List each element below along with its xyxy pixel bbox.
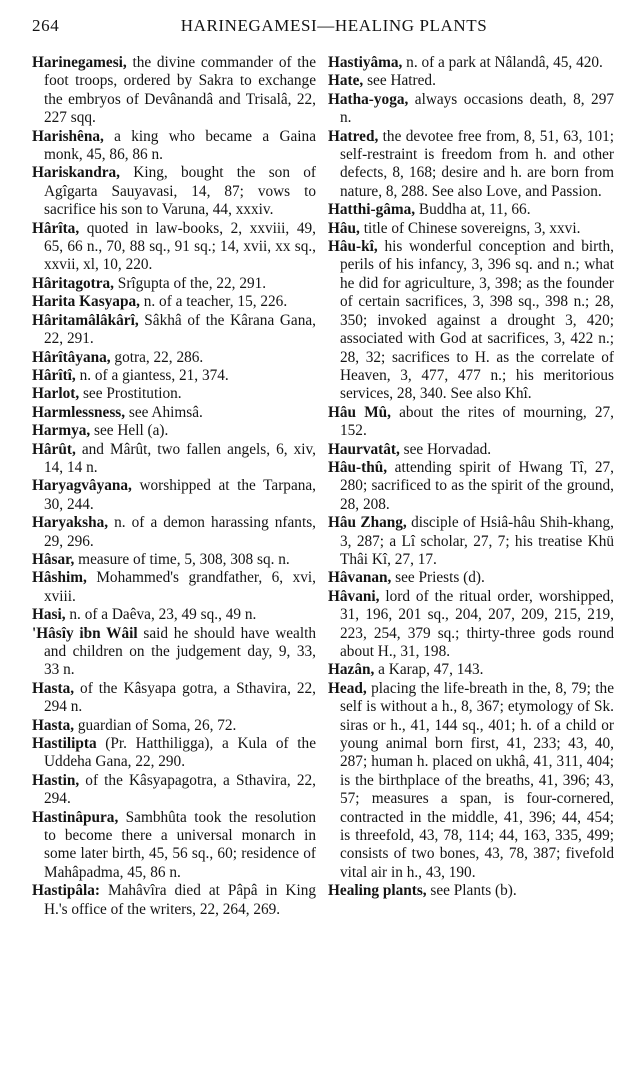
index-entry <box>32 312 316 349</box>
entry-headword: Hâu, <box>328 219 360 237</box>
entry-references: measure of time, 5, 308, 308 sq. n. <box>74 550 290 568</box>
index-entry <box>32 385 316 403</box>
page-number: 264 <box>32 16 60 35</box>
entry-headword: Hasta, <box>32 716 75 734</box>
entry-references: see Hell (a). <box>90 422 169 440</box>
entry-references: placing the life-breath in the, 8, 79; the self is without a h., 8, 367; etymology of Sk. siras or h., 41, 144 sq., 401; h. of a child or young animal born first, 41, 233; 43, 40, 287; human h. placed on ukhâ, 41, 311, 404; is the birthplace of the breaths, 41, 396; 43, 57; measures a span, is four-cornered, contracted in the middle, 41, 396; 44, 454; is threefold, 43, 78, 114; 44, 163, 335, 499; consists of two bones, 43, 78, 387; fivefold vital air in h., 43, 190. <box>340 679 614 881</box>
entry-headword: Head, <box>328 679 367 697</box>
entry-headword: Hariskandra, <box>32 164 120 182</box>
entry-headword: Haryaksha, <box>32 514 109 532</box>
index-entry <box>32 220 316 275</box>
index-entry <box>328 459 614 514</box>
entry-references: lord of the ritual order, worshipped, 31, 196, 201 sq., 204, 207, 209, 215, 219, 223, 254, 379 sq.; thirty-three gods round about H., 31, 198. <box>340 587 614 660</box>
index-entry <box>32 477 316 514</box>
index-entry <box>328 238 614 404</box>
entry-references: quoted in law-books, 2, xxviii, 49, 65, 66 n., 70, 88 sq., 91 sq.; 14, xvii, xx sq., xxvii, xl, 10, 220. <box>44 219 316 274</box>
entry-headword: Haurvatât, <box>328 440 400 458</box>
right-column <box>328 54 614 901</box>
entry-references: see Hatred. <box>363 72 436 90</box>
index-entry <box>32 680 316 717</box>
entry-references: n. of a demon harassing nfants, 29, 296. <box>44 514 316 550</box>
entry-references: see Plants (b). <box>426 882 517 900</box>
entry-headword: Hastiyâma, <box>328 54 403 71</box>
entry-headword: Hârût, <box>32 440 76 458</box>
entry-headword: Hârîtâyana, <box>32 348 111 366</box>
index-entry <box>328 128 614 202</box>
entry-headword: Hâu-thû, <box>328 458 388 476</box>
index-entry <box>32 349 316 367</box>
entry-references: Buddha at, 11, 66. <box>415 201 531 219</box>
index-entry <box>32 625 316 680</box>
entry-references: and Mârût, two fallen angels, 6, xiv, 14, 14 n. <box>44 440 316 476</box>
index-entry <box>328 882 614 900</box>
index-entry <box>32 717 316 735</box>
index-entry <box>32 772 316 809</box>
index-entry <box>328 441 614 459</box>
entry-headword: Harmya, <box>32 422 91 440</box>
entry-headword: Hâvanan, <box>328 569 392 587</box>
entry-headword: Hatthi-gâma, <box>328 201 416 219</box>
entry-headword: Hâvani, <box>328 587 380 605</box>
entry-references: of the Kâsyapa gotra, a Sthavira, 22, 294 n. <box>44 679 316 716</box>
index-entry <box>328 54 614 72</box>
entry-headword: Harita Kasyapa, <box>32 293 140 311</box>
index-entry <box>32 606 316 624</box>
entry-references: about the rites of mourning, 27, 152. <box>340 403 614 440</box>
entry-headword: Hazân, <box>328 661 375 679</box>
index-entry <box>328 680 614 882</box>
entry-references: n. of a Daêva, 23, 49 sq., 49 n. <box>65 606 257 624</box>
entry-references: n. of a teacher, 15, 226. <box>139 293 288 311</box>
entry-references: n. of a park at Nâlandâ, 45, 420. <box>402 54 603 71</box>
entry-references: gotra, 22, 286. <box>110 348 204 366</box>
index-entry <box>32 128 316 165</box>
entry-references: disciple of Hsiâ-hâu Shih-khang, 3, 287; a Lî scholar, 27, 7; his treatise Khü Thâi Kî, 27, 17. <box>340 514 614 568</box>
index-entry <box>32 735 316 772</box>
entry-references: always occasions death, 8, 297 n. <box>340 90 614 127</box>
running-title: HARIΝEGAMESI—HEALING PLANTS <box>180 16 488 35</box>
index-entry <box>32 809 316 883</box>
entry-headword: Hastin, <box>32 771 80 789</box>
entry-references: see Horvadad. <box>399 440 492 458</box>
index-entry <box>328 569 614 587</box>
entry-headword: Hâsar, <box>32 550 75 568</box>
index-entry <box>328 588 614 662</box>
index-entry <box>32 404 316 422</box>
index-entry <box>328 91 614 128</box>
index-entry <box>328 404 614 441</box>
index-entry <box>32 514 316 551</box>
index-entry <box>328 72 614 90</box>
index-entry <box>32 367 316 385</box>
index-entry <box>328 220 614 238</box>
index-entry <box>32 569 316 606</box>
entry-headword: Harlot, <box>32 385 80 403</box>
entry-headword: Hâu-kî, <box>328 238 378 256</box>
entry-headword: Hâu Mû, <box>328 403 391 421</box>
entry-headword: Hasi, <box>32 606 66 624</box>
entry-references: a Karap, 47, 143. <box>374 661 484 679</box>
entry-references: the divine commander of the foot troops, ordered by Sakra to exchange the embryos of Devânandâ and Trisalâ, 22, 227 sqq. <box>44 54 316 127</box>
entry-references: the devotee free from, 8, 51, 63, 101; self-restraint is freedom from h. and other defects, 8, 168; desire and h. are born from nature, 8, 288. See also Love, and Passion. <box>340 127 614 200</box>
index-entry <box>32 551 316 569</box>
index-entry <box>32 422 316 440</box>
entry-headword: 'Hâsîy ibn Wâil <box>32 624 138 642</box>
entry-headword: Hastipâla: <box>32 882 100 900</box>
entry-headword: Hârîtî, <box>32 366 76 384</box>
index-entry <box>328 514 614 569</box>
index-entry <box>32 54 316 128</box>
entry-references: n. of a giantess, 21, 374. <box>75 366 229 384</box>
entry-references: Sambhûta took the resolution to become there a universal monarch in some later birth, 45, 56 sq., 60; residence of Mahâpadma, 45, 86 n. <box>44 808 316 881</box>
entry-references: guardian of Soma, 26, 72. <box>74 716 237 734</box>
entry-references: said he should have wealth and children on the judgement day, 9, 33, 33 n. <box>44 624 316 679</box>
entry-references: Sâkhâ of the Kârana Gana, 22, 291. <box>44 311 316 348</box>
entry-headword: Harmlessness, <box>32 403 126 421</box>
entry-headword: Hâritamâlâkârî, <box>32 311 139 329</box>
entry-references: see Prostitution. <box>79 385 182 403</box>
entry-headword: Hâshim, <box>32 569 87 587</box>
entry-references: see Priests (d). <box>391 569 485 587</box>
entry-references: Mohammed's grandfather, 6, xvi, xviii. <box>44 569 316 605</box>
running-head <box>32 14 616 38</box>
entry-references: of the Kâsyapagotra, a Sthavira, 22, 294. <box>44 771 316 808</box>
index-entry <box>32 441 316 478</box>
entry-references: a king who became a Gaina monk, 45, 86, 86 n. <box>44 127 316 164</box>
entry-headword: Hatred, <box>328 127 379 145</box>
index-entry <box>328 201 614 219</box>
entry-references: Mahâvîra died at Pâpâ in King H.'s office of the writers, 22, 264, 269. <box>44 882 316 918</box>
index-entry <box>32 882 316 919</box>
index-entry <box>32 293 316 311</box>
entry-headword: Hârîta, <box>32 219 80 237</box>
entry-references: attending spirit of Hwang Tî, 27, 280; sacrificed to as the spirit of the ground, 28, 208. <box>340 458 614 513</box>
entry-references: title of Chinese sovereigns, 3, xxvi. <box>359 219 581 237</box>
index-entry <box>328 661 614 679</box>
entry-headword: Hâu Zhang, <box>328 514 407 532</box>
entry-references: see Ahimsâ. <box>125 403 203 421</box>
entry-references: King, bought the son of Agîgarta Sauyavasi, 14, 87; vows to sacrifice his son to Varuna, 44, xxxiv. <box>44 164 316 219</box>
entry-headword: Hâritagotra, <box>32 274 114 292</box>
index-entry <box>32 164 316 219</box>
entry-headword: Harinegamesi, <box>32 54 127 71</box>
entry-references: Srîgupta of the, 22, 291. <box>113 274 267 292</box>
entry-headword: Haryagvâyana, <box>32 477 132 495</box>
index-entry <box>32 275 316 293</box>
entry-headword: Harishêna, <box>32 127 104 145</box>
left-column <box>32 54 316 919</box>
entry-headword: Hastilipta <box>32 735 97 753</box>
entry-headword: Hatha-yoga, <box>328 90 409 108</box>
entry-headword: Hasta, <box>32 679 75 697</box>
entry-references: his wonderful conception and birth, perils of his infancy, 3, 396 sq. and n.; what he did for agriculture, 3, 398; as the founder of certain sacrifices, 3, 398 sq., 398 n.; 28, 350; invoked against a drought 3, 420; associated with God at sacrifices, 3, 422 n.; 28, 32; sacrifices to H. as the correlate of Heaven, 3, 477, 477 n.; his meritorious services, 28, 340. See also Khî. <box>340 238 614 403</box>
entry-headword: Hate, <box>328 72 364 90</box>
entry-headword: Hastinâpura, <box>32 808 119 826</box>
entry-references: worshipped at the Tarpana, 30, 244. <box>44 477 316 513</box>
entry-references: (Pr. Hatthiligga), a Kula of the Uddeha Gana, 22, 290. <box>44 735 316 771</box>
entry-headword: Healing plants, <box>328 882 427 900</box>
